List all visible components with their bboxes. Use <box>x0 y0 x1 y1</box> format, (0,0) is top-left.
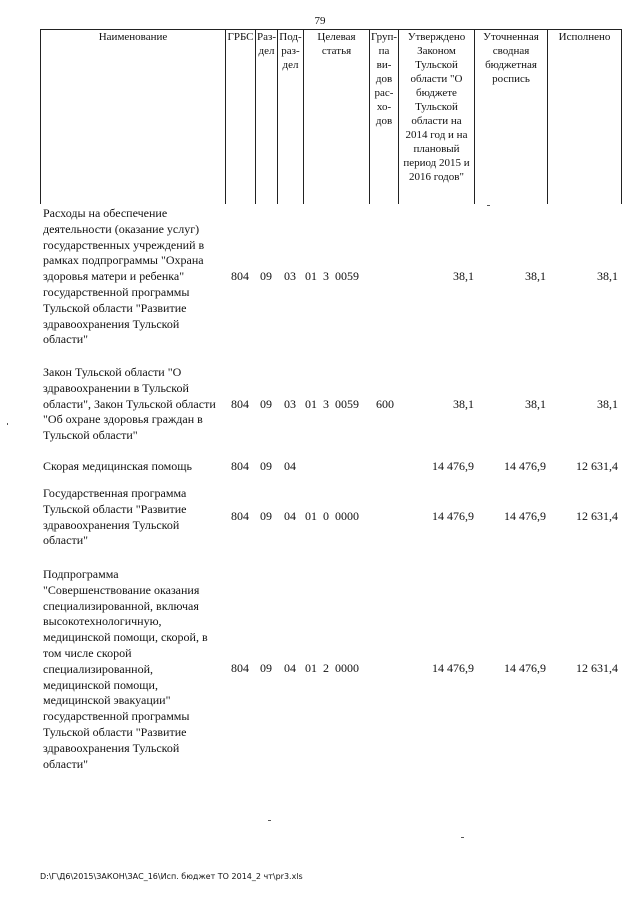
row-podrazdel: 03 <box>284 397 296 411</box>
row-approved: 38,1 <box>453 397 474 411</box>
row-executed: 12 631,4 <box>576 661 618 675</box>
row-cs-direction: 0000 <box>335 509 359 523</box>
row-executed: 12 631,4 <box>576 459 618 473</box>
row-razdel: 09 <box>260 269 272 283</box>
header-razdel: Раз- дел <box>255 29 277 204</box>
row-podrazdel: 04 <box>284 459 296 473</box>
scan-speck <box>268 820 271 821</box>
row-cs-program: 01 <box>305 397 317 411</box>
row-grbs: 804 <box>231 269 249 283</box>
row-refined: 14 476,9 <box>504 661 546 675</box>
header-ispolneno: Исполнено <box>547 29 621 204</box>
header-gruppa-vr: Груп- па ви- дов рас- хо- дов <box>369 29 398 204</box>
row-approved: 38,1 <box>453 269 474 283</box>
header-utverzhdeno: Утверждено Законом Тульской области "О бюджете Тульской области на 2014 год и на плановый период 2015 и 2016 годов" <box>398 29 474 204</box>
row-cs-program: 01 <box>305 509 317 523</box>
header-name: Наименование <box>40 29 225 204</box>
row-cs-subprogram: 2 <box>323 661 329 675</box>
row-name: Закон Тульской области "О здравоохранении в Тульской области", Закон Тульской области "Об охране здоровья граждан в Тульской области" <box>43 365 216 443</box>
scan-speck <box>7 423 8 425</box>
row-cs-direction: 0059 <box>335 269 359 283</box>
row-razdel: 09 <box>260 459 272 473</box>
row-executed: 38,1 <box>597 397 618 411</box>
row-refined: 14 476,9 <box>504 509 546 523</box>
footer-file-path: D:\Г\Д6\2015\ЗАКОН\ЗАС_16\Исп. бюджет ТО 2014_2 чт\pr3.xls <box>40 872 303 881</box>
scan-speck <box>487 205 490 206</box>
row-cs-subprogram: 0 <box>323 509 329 523</box>
row-approved: 14 476,9 <box>432 459 474 473</box>
row-cs-program: 01 <box>305 269 317 283</box>
row-podrazdel: 04 <box>284 661 296 675</box>
row-cs-program: 01 <box>305 661 317 675</box>
header-cel-statya: Целевая статья <box>303 29 369 204</box>
row-refined: 14 476,9 <box>504 459 546 473</box>
row-cs-subprogram: 3 <box>323 269 329 283</box>
row-name: Государственная программа Тульской области "Развитие здравоохранения Тульской области" <box>43 486 187 548</box>
row-name: Скорая медицинская помощь <box>43 459 192 473</box>
row-razdel: 09 <box>260 397 272 411</box>
row-executed: 12 631,4 <box>576 509 618 523</box>
header-grbs: ГРБС <box>225 29 255 204</box>
scan-speck <box>461 837 464 838</box>
row-cs-direction: 0059 <box>335 397 359 411</box>
row-cs-direction: 0000 <box>335 661 359 675</box>
row-executed: 38,1 <box>597 269 618 283</box>
row-vr: 600 <box>376 397 394 411</box>
row-grbs: 804 <box>231 661 249 675</box>
header-utochnennaya: Уточненная сводная бюджетная роспись <box>474 29 547 204</box>
row-cs-subprogram: 3 <box>323 397 329 411</box>
row-podrazdel: 03 <box>284 269 296 283</box>
row-name: Расходы на обеспечение деятельности (оказание услуг) государственных учреждений в рамках подпрограммы "Охрана здоровья матери и ребенка" государственной программы Тульской области "Развитие здравоохранения Тульской области" <box>43 206 205 347</box>
row-grbs: 804 <box>231 397 249 411</box>
row-approved: 14 476,9 <box>432 509 474 523</box>
header-podrazdel: Под- раз- дел <box>277 29 303 204</box>
row-grbs: 804 <box>231 509 249 523</box>
row-razdel: 09 <box>260 661 272 675</box>
row-razdel: 09 <box>260 509 272 523</box>
row-refined: 38,1 <box>525 397 546 411</box>
row-podrazdel: 04 <box>284 509 296 523</box>
row-name: Подпрограмма "Совершенствование оказания специализированной, включая высокотехнологичную, медицинской помощи, скорой, в том числе скорой специализированной, медицинской помощи, медицинской эвакуации" государственной программы Тульской области "Развитие здравоохранения Тульской области" <box>43 567 208 771</box>
header-right-border <box>621 29 622 204</box>
page-number: 79 <box>314 15 326 27</box>
row-refined: 38,1 <box>525 269 546 283</box>
row-grbs: 804 <box>231 459 249 473</box>
row-approved: 14 476,9 <box>432 661 474 675</box>
